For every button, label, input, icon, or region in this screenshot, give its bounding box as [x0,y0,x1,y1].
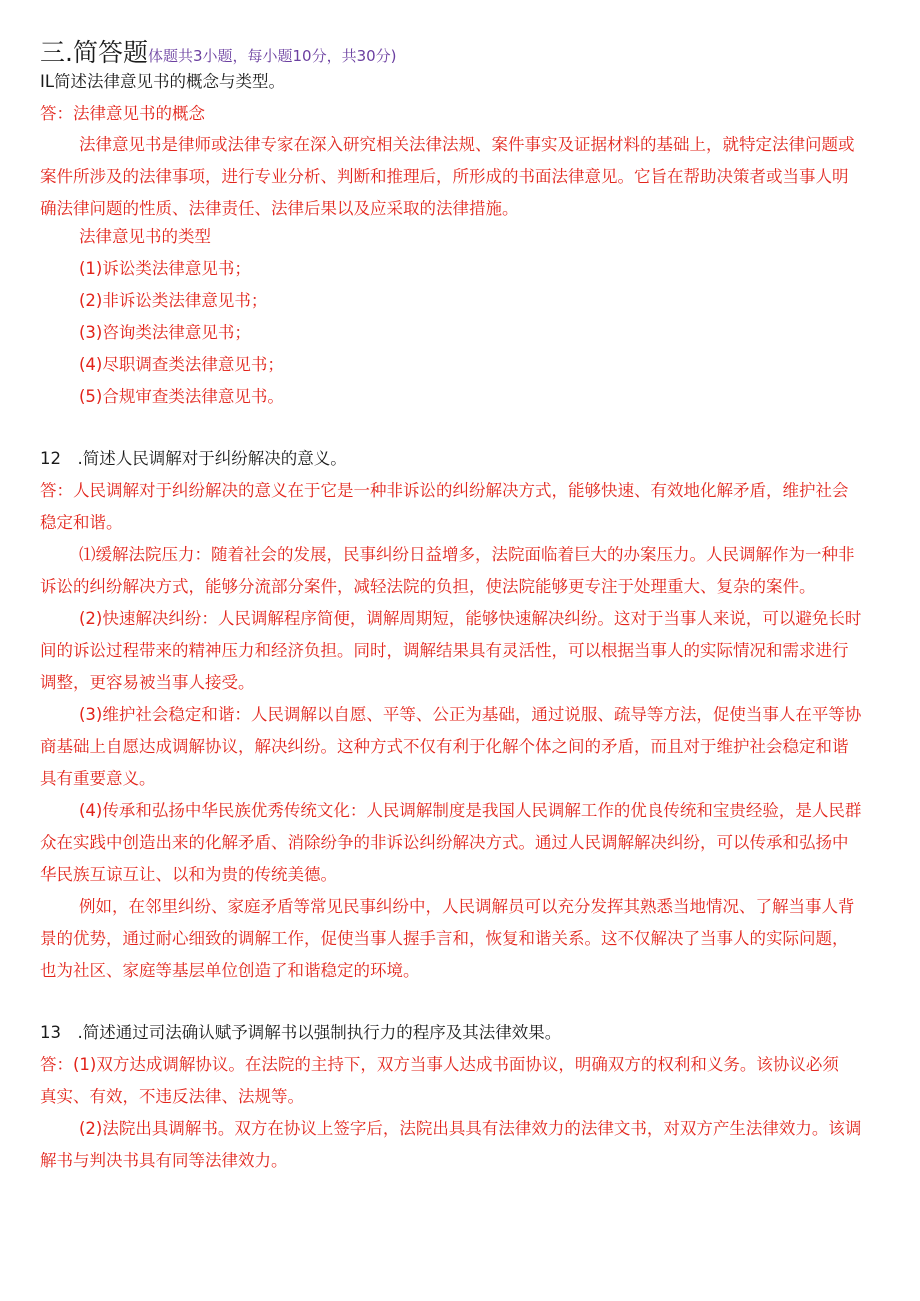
answer-line: 商基础上自愿达成调解协议，解决纠纷。这种方式不仅有利于化解个体之间的矛盾，而且对于维护社会稳定和谐 [40,737,849,756]
answer-line: (4)尽职调查类法律意见书； [79,355,284,374]
answer-line: 答：人民调解对于纠纷解决的意义在于它是一种非诉讼的纠纷解决方式，能够快速、有效地化解矛盾，维护社会 [40,481,849,500]
answer-line: 稳定和谐。 [40,513,123,532]
answer-line: (3)维护社会稳定和谐：人民调解以自愿、平等、公正为基础，通过说服、疏导等方法，促使当事人在平等协 [79,705,862,724]
answer-line: (2)法院出具调解书。双方在协议上签字后，法院出具具有法律效力的法律文书，对双方产生法律效力。该调 [79,1119,862,1138]
answer-line: (3)咨询类法律意见书； [79,323,251,342]
section-heading [40,33,397,69]
answer-line: (1)诉讼类法律意见书； [79,259,251,278]
answer-line: (5)合规审查类法律意见书。 [79,387,284,406]
answer-line: 真实、有效，不违反法律、法规等。 [40,1087,304,1106]
answer-line: 解书与判决书具有同等法律效力。 [40,1151,288,1170]
answer-line: 也为社区、家庭等基层单位创造了和谐稳定的环境。 [40,961,420,980]
answer-line: 众在实践中创造出来的化解矛盾、消除纷争的非诉讼纠纷解决方式。通过人民调解解决纠纷，可以传承和弘扬中 [40,833,849,852]
answer-line: (4)传承和弘扬中华民族优秀传统文化：人民调解制度是我国人民调解工作的优良传统和宝贵经验，是人民群 [79,801,862,820]
question-11: IL简述法律意见书的概念与类型。 [40,72,286,91]
answer-line: 确法律问题的性质、法律责任、法律后果以及应采取的法律措施。 [40,199,519,218]
section-note: 体题共3小题，每小题10分，共30分) [147,47,397,65]
answer-line: 华民族互谅互让、以和为贵的传统美德。 [40,865,337,884]
answer-line: 景的优势，通过耐心细致的调解工作，促使当事人握手言和，恢复和谐关系。这不仅解决了当事人的实际问题， [40,929,849,948]
answer-line: 例如，在邻里纠纷、家庭矛盾等常见民事纠纷中，人民调解员可以充分发挥其熟悉当地情况、了解当事人背 [79,897,855,916]
answer-line: (2)快速解决纠纷：人民调解程序简便，调解周期短，能够快速解决纠纷。这对于当事人来说，可以避免长时 [79,609,862,628]
answer-line: (2)非诉讼类法律意见书； [79,291,268,310]
question-12: 12 .简述人民调解对于纠纷解决的意义。 [40,449,347,468]
answer-line: 答：法律意见书的概念 [40,104,205,123]
answer-line: 法律意见书的类型 [79,227,211,246]
question-13: 13 .简述通过司法确认赋予调解书以强制执行力的程序及其法律效果。 [40,1023,562,1042]
answer-line: 调整，更容易被当事人接受。 [40,673,255,692]
answer-line: 诉讼的纠纷解决方式，能够分流部分案件，减轻法院的负担，使法院能够更专注于处理重大、复杂的案件。 [40,577,816,596]
section-title: 三.简答题 [40,38,148,67]
answer-line: 案件所涉及的法律事项，进行专业分析、判断和推理后，所形成的书面法律意见。它旨在帮助决策者或当事人明 [40,167,849,186]
answer-line: 法律意见书是律师或法律专家在深入研究相关法律法规、案件事实及证据材料的基础上，就特定法律问题或 [79,135,855,154]
answer-line: 答：(1)双方达成调解协议。在法院的主持下，双方当事人达成书面协议，明确双方的权利和义务。该协议必须 [40,1055,839,1074]
answer-line: ⑴缓解法院压力：随着社会的发展，民事纠纷日益增多，法院面临着巨大的办案压力。人民调解作为一种非 [79,545,855,564]
answer-line: 具有重要意义。 [40,769,156,788]
answer-line: 间的诉讼过程带来的精神压力和经济负担。同时，调解结果具有灵活性，可以根据当事人的实际情况和需求进行 [40,641,849,660]
